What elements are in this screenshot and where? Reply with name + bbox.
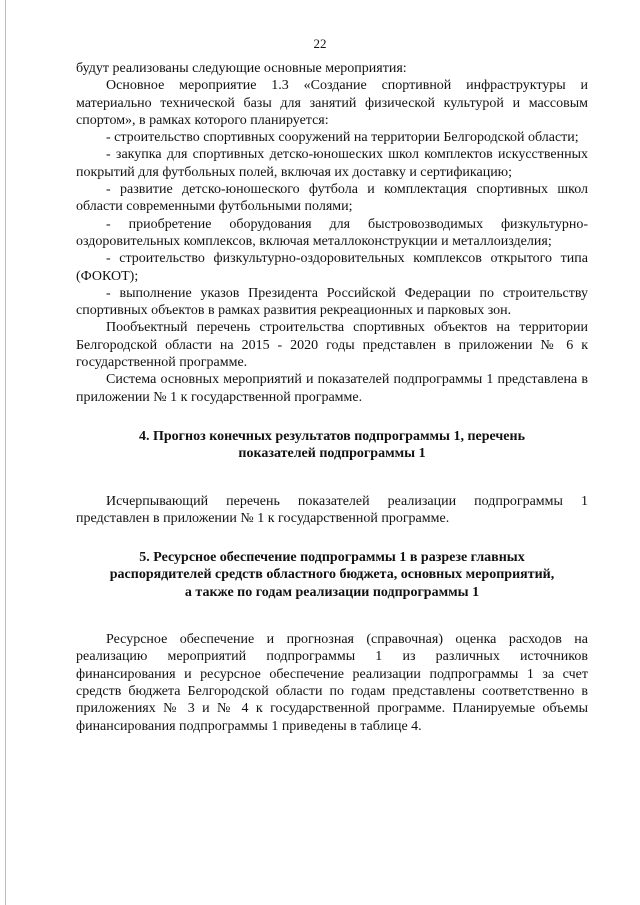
scan-edge-line (5, 0, 6, 905)
list-item: - развитие детско-юношеского футбола и комплектация спортивных школ области современными футбольными полями; (76, 182, 588, 215)
page-number: 22 (313, 36, 327, 51)
section-5-text: Ресурсное обеспечение и прогнозная (справочная) оценка расходов на реализацию мероприятий подпрограммы 1 из различных источников финансирования и ресурсное обеспечение реализации подпрограммы 1 за счет средств бюджета Белгородской области по годам представлены соответственно в приложениях № 3 и № 4 к государственной программе. Планируемые объемы финансирования подпрограммы 1 приведены в таблице 4. (76, 632, 588, 734)
section-5-heading-line-2: распорядителей средств областного бюджета, основных мероприятий, (109, 567, 555, 583)
section-4-heading (76, 428, 588, 463)
object-list-paragraph: Пообъектный перечень строительства спортивных объектов на территории Белгородской области на 2015 - 2020 годы представлен в приложении № 6 к государственной программе. (76, 320, 588, 371)
list-item: - выполнение указов Президента Российской Федерации по строительству спортивных объектов в рамках развития рекреационных и парковых зон. (76, 285, 588, 319)
section-4-heading-line-1: 4. Прогноз конечных результатов подпрограммы 1, перечень (139, 428, 525, 444)
intro-paragraph: будут реализованы следующие основные мероприятия: (76, 61, 407, 76)
section-5-heading-line-3: а также по годам реализации подпрограммы 1 (184, 584, 480, 600)
section-4-text: Исчерпывающий перечень показателей реализации подпрограммы 1 представлен в приложении № 1 к государственной программе. (76, 493, 588, 526)
list-item: - строительство спортивных сооружений на территории Белгородской области; (106, 130, 579, 146)
main-measure-paragraph: Основное мероприятие 1.3 «Создание спортивной инфраструктуры и материально технической базы для занятий физической культурой и массовым спортом», в рамках которого планируется: (76, 78, 588, 128)
document-body (76, 60, 588, 735)
system-paragraph: Система основных мероприятий и показателей подпрограммы 1 представлена в приложении № 1 к государственной программе. (76, 372, 588, 405)
section-4-heading-line-2: показателей подпрограммы 1 (238, 446, 426, 462)
list-item: - закупка для спортивных детско-юношеских школ комплектов искусственных покрытий для футбольных полей, включая их доставку и сертификацию; (76, 147, 588, 180)
section-5-heading-line-1: 5. Ресурсное обеспечение подпрограммы 1 в разрезе главных (139, 550, 525, 566)
list-item: - строительство физкультурно-оздоровительных комплексов открытого типа (ФОКОТ); (76, 251, 588, 284)
list-item: - приобретение оборудования для быстровозводимых физкультурно-оздоровительных комплексов, включая металлоконструкции и металлоизделия; (76, 216, 588, 249)
section-5-heading (76, 549, 588, 601)
